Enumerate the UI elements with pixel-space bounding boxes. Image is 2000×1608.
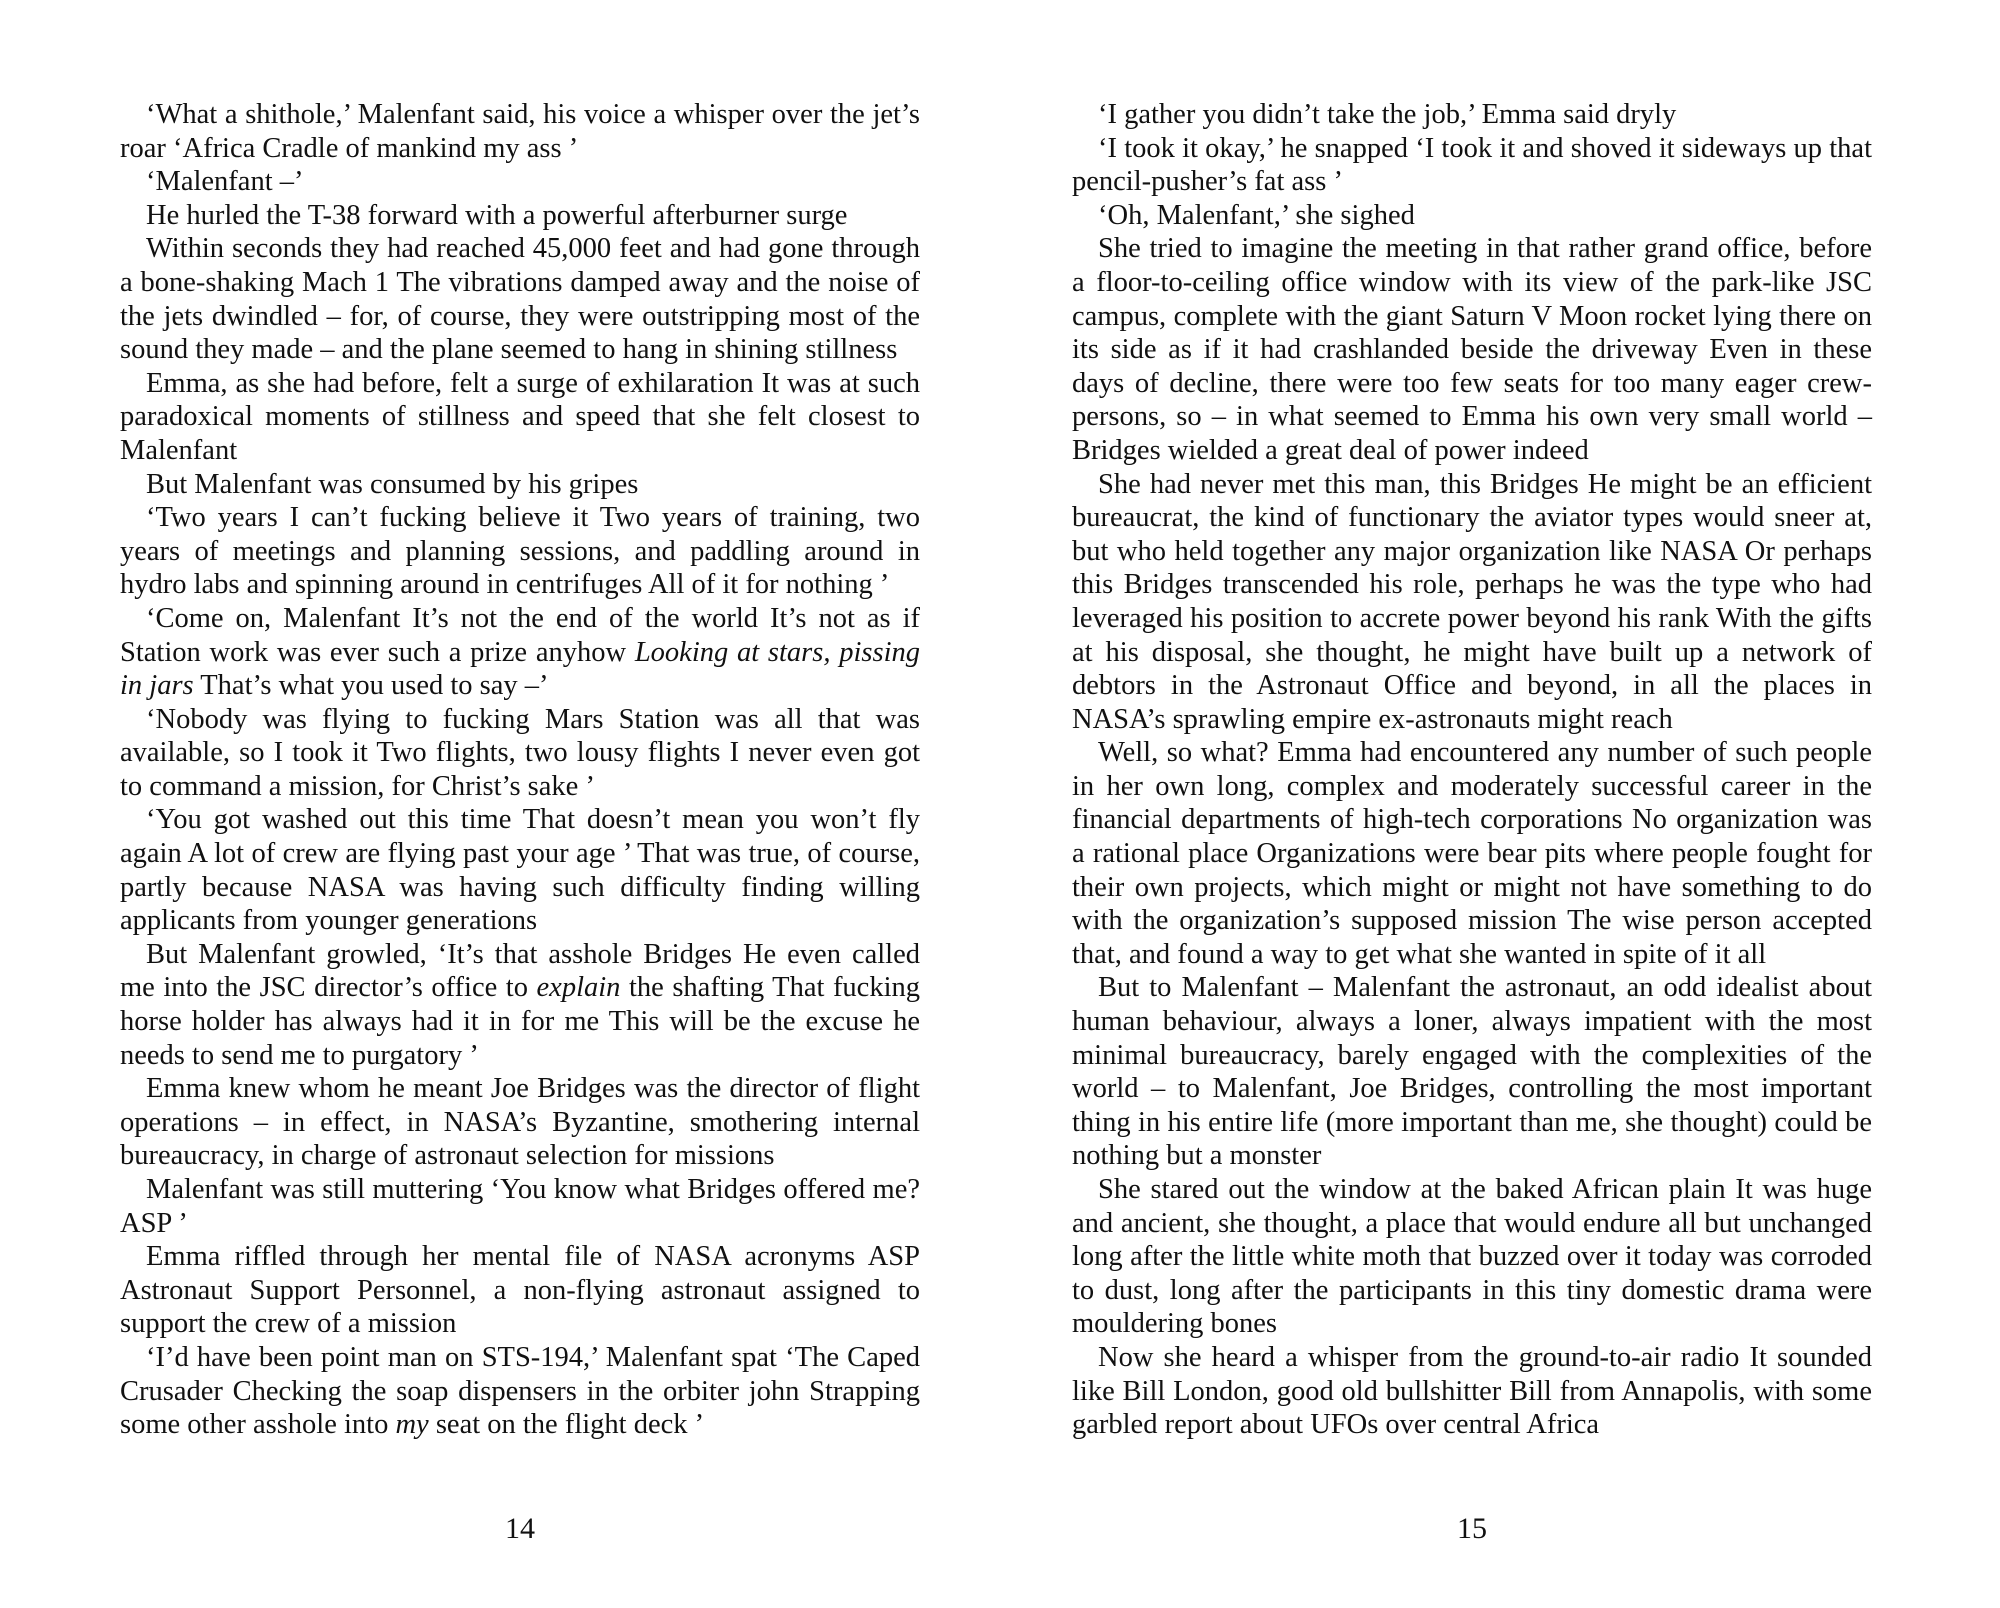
paragraph: But Malenfant was consumed by his gripes [146, 468, 639, 500]
paragraph: ‘I gather you didn’t take the job,’ Emma said dryly [1098, 99, 1677, 130]
paragraph: He hurled the T-38 forward with a powerful afterburner surge [146, 199, 848, 231]
page-number-right: 15 [1457, 1512, 1487, 1545]
paragraph: ‘I’d have been point man on STS-194,’ Malenfant spat ‘The Caped Crusader Checking the soap dispensers in the orbiter john Strapping some other asshole into my seat on the flight deck ’ [120, 1341, 920, 1441]
paragraph: Emma, as she had before, felt a surge of exhilaration It was at such paradoxical moments of stillness and speed that she felt closest to Malenfant [120, 367, 920, 466]
left-page-text [120, 98, 920, 1442]
paragraph: ‘Two years I can’t fucking believe it Two years of training, two years of meetings and planning sessions, and paddling around in hydro labs and spinning around in centrifuges All of it for nothing ’ [120, 502, 920, 601]
page-number-left: 14 [505, 1512, 535, 1545]
paragraph: But Malenfant growled, ‘It’s that asshole Bridges He even called me into the JSC director’s office to explain the shafting That fucking horse holder has always had it in for me This will be the excuse he needs to send me to purgatory ’ [120, 938, 921, 1071]
paragraph: Within seconds they had reached 45,000 feet and had gone through a bone-shaking Mach 1 The vibrations damped away and the noise of the jets dwindled – for, of course, they were outstripping most of the sound they made – and the plane seemed to hang in shining stillness [120, 233, 920, 366]
paragraph: ‘What a shithole,’ Malenfant said, his voice a whisper over the jet’s roar ‘Africa Cradle of mankind my ass ’ [120, 99, 920, 164]
paragraph: Emma knew whom he meant Joe Bridges was the director of flight operations – in effect, in NASA’s Byzantine, smothering internal bureaucracy, in charge of astronaut selection for missions [120, 1073, 920, 1172]
paragraph: Well, so what? Emma had encountered any number of such people in her own long, complex and moderately successful career in the financial departments of high-tech corporations No organization was a rational place Organizations were bear pits where people fought for their own projects, which might or might not have something to do with the organization’s supposed mission The wise person accepted that, and found a way to get what she wanted in spite of it all [1072, 737, 1872, 970]
paragraph: She tried to imagine the meeting in that rather grand office, before a floor-to-ceiling office window with its view of the park-like JSC campus, complete with the giant Saturn V Moon rocket lying there on its side as if it had crashlanded beside the driveway Even in these days of decline, there were too few seats for too many eager crew-persons, so – in what seemed to Emma his own very small world – Bridges wielded a great deal of power indeed [1072, 233, 1872, 466]
paragraph: Emma riffled through her mental file of NASA acronyms ASP Astronaut Support Personnel, a non-flying astronaut assigned to support the crew of a mission [120, 1241, 920, 1340]
paragraph: ‘I took it okay,’ he snapped ‘I took it and shoved it sideways up that pencil-pusher’s fat ass ’ [1072, 132, 1872, 198]
paragraph: She had never met this man, this Bridges He might be an efficient bureaucrat, the kind of functionary the aviator types would sneer at, but who held together any major organization like NASA Or perhaps this Bridges transcended his role, perhaps he was the type who had leveraged his position to accrete power beyond his rank With the gifts at his disposal, she thought, he might have built up a network of debtors in the Astronaut Office and beyond, in all the places in NASA’s sprawling empire ex-astronauts might reach [1072, 468, 1872, 735]
paragraph: ‘Nobody was flying to fucking Mars Station was all that was available, so I took it Two flights, two lousy flights I never even got to command a mission, for Christ’s sake ’ [120, 703, 920, 802]
right-page-text [1072, 98, 1872, 1442]
paragraph: ‘You got washed out this time That doesn’t mean you won’t fly again A lot of crew are flying past your age ’ That was true, of course, partly because NASA was having such difficulty finding willing applicants from younger generations [120, 804, 920, 937]
paragraph: ‘Come on, Malenfant It’s not the end of the world It’s not as if Station work was ever such a prize anyhow Looking at stars, pissing in jars That’s what you used to say –’ [120, 602, 920, 702]
paragraph: Now she heard a whisper from the ground-to-air radio It sounded like Bill London, good old bullshitter Bill from Annapolis, with some garbled report about UFOs over central Africa [1072, 1341, 1872, 1441]
paragraph: But to Malenfant – Malenfant the astronaut, an odd idealist about human behaviour, always a loner, always impatient with the most minimal bureaucracy, barely engaged with the complexities of the world – to Malenfant, Joe Bridges, controlling the most important thing in his entire life (more important than me, she thought) could be nothing but a monster [1072, 972, 1872, 1172]
paragraph: She stared out the window at the baked African plain It was huge and ancient, she thought, a place that would endure all but unchanged long after the little white moth that buzzed over it today was corroded to dust, long after the participants in this tiny domestic drama were mouldering bones [1072, 1174, 1872, 1340]
paragraph: Malenfant was still muttering ‘You know what Bridges offered me? ASP ’ [120, 1174, 920, 1239]
paragraph: ‘Malenfant –’ [146, 166, 304, 198]
paragraph: ‘Oh, Malenfant,’ she sighed [1098, 199, 1415, 231]
